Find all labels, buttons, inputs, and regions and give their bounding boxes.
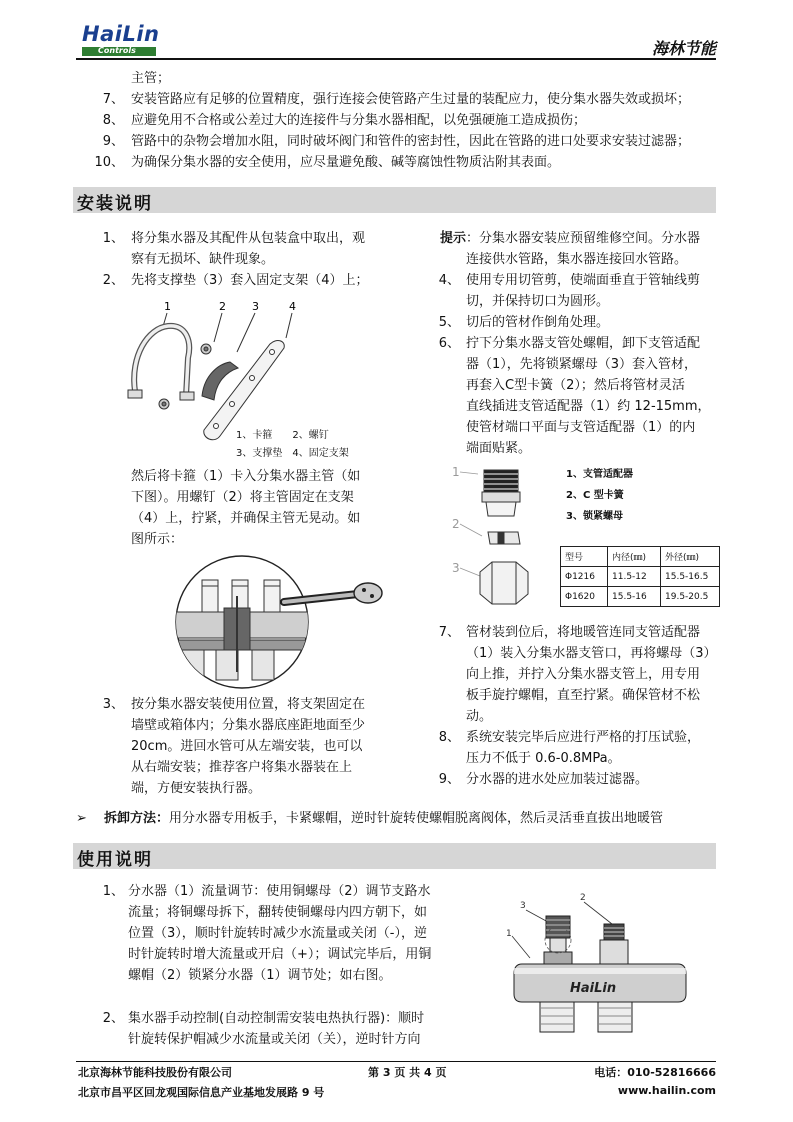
- pipe-size-table: [560, 546, 720, 607]
- table-cell: Φ1216: [561, 567, 608, 587]
- step-6-line: 端面贴紧。: [466, 441, 532, 456]
- part-number: 1: [164, 300, 171, 313]
- figure-caption: 1、卡箍 2、螺钉: [236, 430, 329, 441]
- step-1-line: 将分集水器及其配件从包装盒中取出，观: [131, 231, 366, 246]
- usage-section-title: 使用说明: [77, 850, 153, 870]
- part-number: 3: [452, 561, 460, 575]
- removal-line: [104, 808, 663, 829]
- usage-section-header: [73, 843, 716, 869]
- mounting-paragraph-line: （4）上，拧紧，并确保主管无晃动。如: [131, 511, 361, 526]
- step-3-line: 墙壁或箱体内；分集水器底座距地面至少: [131, 718, 366, 733]
- step-number: 3、: [102, 697, 124, 712]
- list-continuation: 主管；: [131, 71, 171, 86]
- table-cell: 15.5-16.5: [661, 567, 720, 587]
- step-3-line: 端，方便安装执行器。: [131, 781, 262, 796]
- step-2-line: 先将支撑垫（3）套入固定支架（4）上；: [131, 273, 369, 288]
- usage-1-line: 流量；将铜螺母拆下，翻转使铜螺母内四方朝下，如: [128, 905, 428, 920]
- step-7-line: 板手旋拧螺帽，直至拧紧。确保管材不松: [466, 688, 701, 703]
- table-cell: Φ1620: [561, 587, 608, 607]
- step-number: 6、: [438, 336, 460, 351]
- step-4-line: 切，并保持切口为圆形。: [466, 294, 610, 309]
- step-3-line: 从右端安装；推荐客户将集水器装在上: [131, 760, 353, 775]
- removal-bullet: ➢: [76, 811, 87, 826]
- part-number: 1: [506, 929, 512, 939]
- mounting-paragraph-line: 图所示：: [131, 532, 184, 547]
- tip-text: ：分集水器安装应预留维修空间。分水器: [466, 231, 701, 246]
- usage-1-line: 时针旋转时增大流量或开启（+）；调试完毕后，用铜: [128, 947, 432, 962]
- part-number: 3: [520, 901, 526, 911]
- table-header: 外径(㎜): [661, 547, 720, 567]
- usage-1-line: 分水器（1）流量调节：使用铜螺母（2）调节支路水: [128, 884, 431, 899]
- table-row: [561, 567, 720, 587]
- table-row: [561, 587, 720, 607]
- footer-page-number: 第 3 页 共 4 页: [368, 1066, 447, 1079]
- step-5-line: 切后的管材作倒角处理。: [466, 315, 610, 330]
- tip-label: 提示: [440, 231, 467, 246]
- footer-rule: [76, 1061, 716, 1062]
- list-item: 为确保分集水器的安全使用，应尽量避免酸、碱等腐蚀性物质沾附其表面。: [131, 155, 561, 170]
- step-number: 1、: [102, 231, 124, 246]
- company-short: 海林节能: [651, 39, 716, 58]
- manifold-brand: HaiLin: [570, 981, 617, 996]
- part-number: 2: [580, 893, 586, 903]
- step-6-line: 拧下分集水器支管处螺帽，卸下支管适配: [466, 336, 701, 351]
- usage-2-line: 集水器手动控制(自动控制需安装电热执行器)：顺时: [128, 1011, 425, 1026]
- mounting-paragraph-line: 然后将卡箍（1）卡入分集水器主管（如: [131, 469, 361, 484]
- logo-sub-text: Controls: [98, 46, 136, 55]
- step-number: 2、: [102, 1011, 124, 1026]
- table-cell: 15.5-16: [608, 587, 661, 607]
- tip-line: [440, 228, 700, 249]
- part-number: 2: [452, 517, 460, 531]
- step-number: 4、: [438, 273, 460, 288]
- step-6-line: 再套入C型卡簧（2）；然后将管材灵活: [466, 378, 685, 393]
- step-4-line: 使用专用切管剪，使端面垂直于管轴线剪: [466, 273, 701, 288]
- install-section-title: 安装说明: [77, 194, 153, 214]
- list-item: 管路中的杂物会增加水阻，同时破坏阀门和管件的密封性，因此在管路的进口处要求安装过滤器；: [131, 134, 691, 149]
- install-section-header: [73, 187, 716, 213]
- step-7-line: 管材装到位后，将地暖管连同支管适配器: [466, 625, 701, 640]
- table-header-row: [561, 547, 720, 567]
- table-header: 内径(㎜): [608, 547, 661, 567]
- list-item: 安装管路应有足够的位置精度，强行连接会使管路产生过量的装配应力，使分集水器失效或损坏；: [131, 92, 691, 107]
- step-number: 9、: [438, 772, 460, 787]
- step-number: 7、: [438, 625, 460, 640]
- step-number: 1、: [102, 884, 124, 899]
- header-rule: [76, 58, 716, 60]
- footer-website: www.hailin.com: [617, 1084, 716, 1097]
- step-7-line: （1）装入分集水器支管口，再将螺母（3）: [466, 646, 717, 661]
- footer-company: 北京海林节能科技股份有限公司: [78, 1066, 232, 1079]
- legend-item: 1、支管适配器: [566, 469, 633, 480]
- step-8-line: 压力不低于 0.6-0.8MPa。: [466, 751, 621, 766]
- list-item-number: 9、: [102, 134, 124, 149]
- step-7-line: 向上推，并拧入分集水器支管上，用专用: [466, 667, 701, 682]
- step-number: 5、: [438, 315, 460, 330]
- legend-item: 2、C 型卡簧: [566, 490, 624, 501]
- tip-line: 连接供水管路，集水器连接回水管路。: [466, 252, 688, 267]
- part-number: 2: [219, 300, 226, 313]
- usage-2-line: 针旋转保护帽减少水流量或关闭（关），逆时针方向: [128, 1032, 421, 1047]
- figure-caption: 3、支撑垫 4、固定支架: [236, 448, 349, 459]
- logo-text: HaiLin: [82, 22, 160, 46]
- step-number: 8、: [438, 730, 460, 745]
- footer-address: 北京市昌平区回龙观国际信息产业基地发展路 9 号: [78, 1086, 325, 1099]
- list-item-number: 10、: [94, 155, 124, 170]
- part-number: 1: [452, 465, 460, 479]
- step-8-line: 系统安装完毕后应进行严格的打压试验，: [466, 730, 701, 745]
- manifold-mounting-figure: [172, 552, 402, 692]
- step-3-line: 按分集水器安装使用位置，将支架固定在: [131, 697, 366, 712]
- usage-1-line: 位置（3），顺时针旋转时减少水流量或关闭（-），逆: [128, 926, 427, 941]
- step-3-line: 20cm。进回水管可从左端安装，也可以: [131, 739, 363, 754]
- adapter-parts-figure: [446, 460, 556, 620]
- table-cell: 11.5-12: [608, 567, 661, 587]
- removal-label: 拆卸方法：: [104, 811, 170, 826]
- part-number: 4: [289, 300, 296, 313]
- manifold-valve-figure: [500, 888, 690, 1050]
- step-9-line: 分水器的进水处应加装过滤器。: [466, 772, 649, 787]
- table-header: 型号: [561, 547, 608, 567]
- footer-phone: 电话：010-52816666: [594, 1066, 716, 1079]
- table-cell: 19.5-20.5: [661, 587, 720, 607]
- logo: [80, 22, 170, 56]
- step-6-line: 直线插进支管适配器（1）约 12-15mm，: [466, 399, 711, 414]
- usage-1-line: 螺帽（2）锁紧分水器（1）调节处；如右图。: [128, 968, 392, 983]
- mounting-paragraph-line: 下图）。用螺钉（2）将主管固定在支架: [131, 490, 354, 505]
- list-item-number: 8、: [102, 113, 124, 128]
- list-item: 应避免用不合格或公差过大的连接件与分集水器相配，以免强硬施工造成损伤；: [131, 113, 587, 128]
- step-1-line: 察有无损坏、缺件现象。: [131, 252, 275, 267]
- legend-item: 3、锁紧螺母: [566, 511, 623, 522]
- list-item-number: 7、: [102, 92, 124, 107]
- step-7-line: 动。: [466, 709, 493, 724]
- step-number: 2、: [102, 273, 124, 288]
- adapter-legend: [566, 464, 633, 527]
- step-6-line: 器（1），先将锁紧螺母（3）套入管材，: [466, 357, 698, 372]
- step-6-line: 使管材端口平面与支管适配器（1）的内: [466, 420, 696, 435]
- part-number: 3: [252, 300, 259, 313]
- removal-text: 用分水器专用板手，卡紧螺帽，逆时针旋转使螺帽脱离阀体，然后灵活垂直拔出地暖管: [169, 811, 664, 826]
